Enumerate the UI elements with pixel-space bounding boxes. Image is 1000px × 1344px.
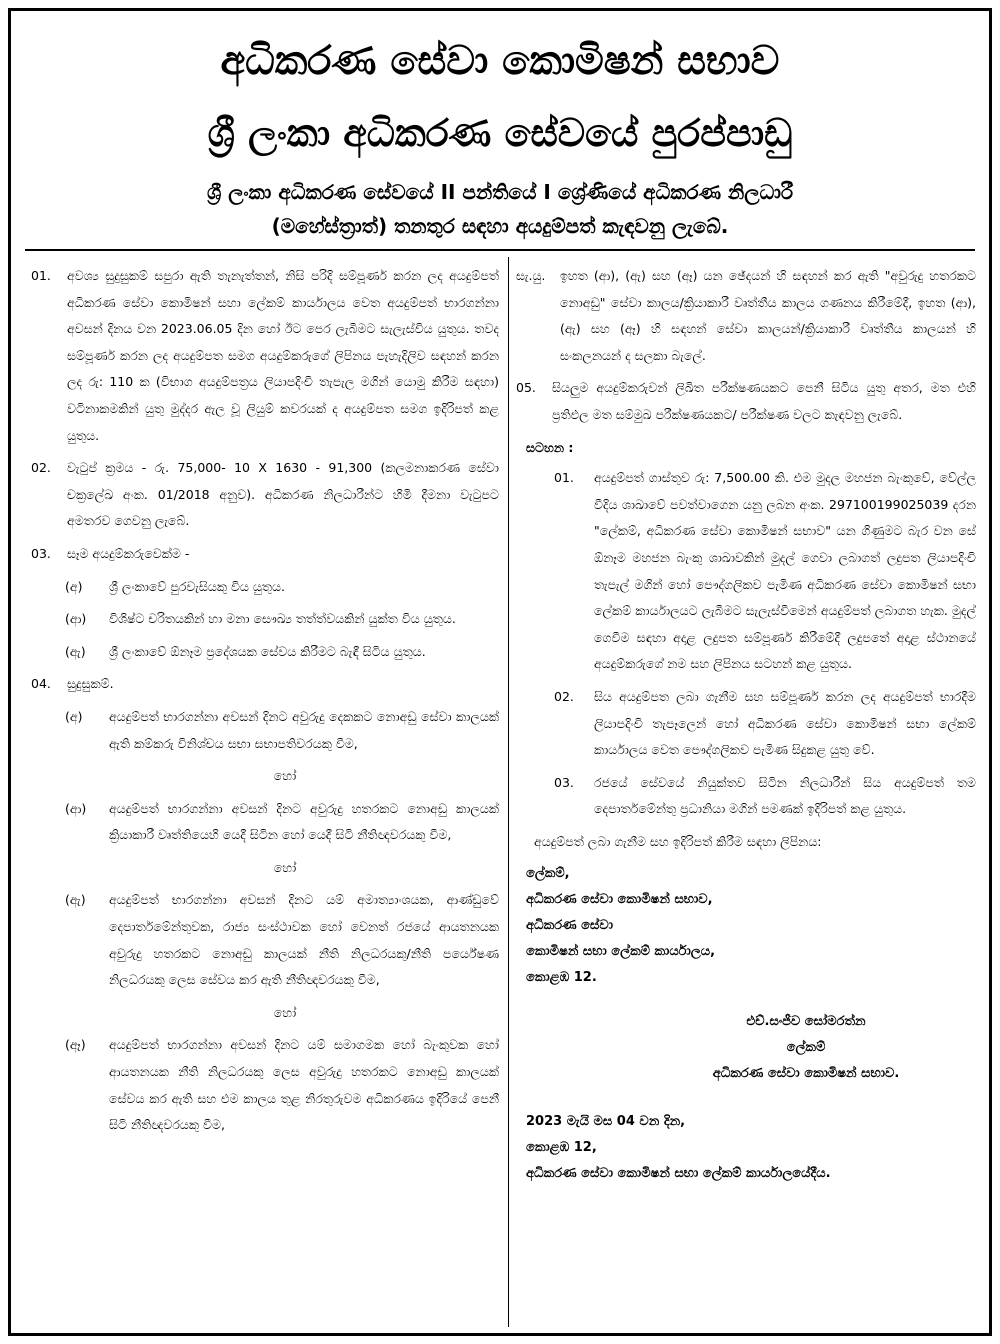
item-number: 01. [31,268,51,283]
item-number: 04. [31,676,51,692]
address-line: අධිකරණ සේවා [526,918,613,934]
signer-name: එච්.සංජීව සෝමරත්න [746,1014,866,1030]
item-04-sub-aee [31,1032,499,1138]
or-separator: හෝ [273,859,297,875]
note-su [516,263,976,369]
notes-heading: සටහන : [526,439,574,455]
item-number: 02. [31,460,51,476]
item-05 [516,375,976,428]
sub-text: ශ්‍රී ලංකාවේ ඕනෑම ප්‍රදේශයක සේවය කිරීමට බැඳී සිටිය යුතුය. [109,643,426,659]
item-03-sub-aa [31,606,499,633]
note-number: 03. [554,774,574,790]
sub-label: (අ) [65,578,83,594]
address-line: ලේකම්, [526,866,570,882]
note-number: 02. [554,688,574,704]
item-02 [31,455,499,535]
note-number: 01. [554,470,574,486]
address-line: අධිකරණ සේවා කොමිෂන් සභාව, [526,892,713,908]
item-text: සෑම අයදුම්කරුවෙක්ම - [67,545,190,561]
item-text: අවශ්‍ය සුදුසුකම් සපුරා ඇති තැනැත්තන්, නිසි පරිදි සම්පූර්ණ කරන ලද අයදුම්පත් අධිකරණ සේවා කොමිෂන් සහා ලේකම් කාර්යාලය වෙත අයදුම්පත් භාරගන්නා අවසන් දිනය වන 2023.06.05 දින හෝ ඊට පෙර ලැබීමට සැලැස්විය යුතුය. තවද සම්පූර්ණ කරන ලද අයදුම්පත සමග අයදුම්කරුගේ ලිපිනය පැහැදිලිව සඳහන් කරන ලද රු: 110 ක (විභාග අයදුම්පත්‍රය ලියාපදිංචි තැපැල මගින් යොමු කිරීම සඳහා) වටිනාකමකින් යුතු මුද්දර ඇල වූ ලියුම් කවරයක් ද අයදුම්පත සමග ඉදිරිපත් කළ යුතුය. [67,268,499,443]
sub-text: ශ්‍රී ලංකාවේ පුරවැසියකු විය යුතුය. [109,578,285,594]
sub-text: විශිෂ්ට චරිතයකින් හා මනා සෞඛ්‍ය තත්ත්වයකින් යුක්ත විය යුතුය. [109,611,456,627]
dated-line: අධිකරණ සේවා කොමිෂන් සභා ලේකම් කාර්යාලයේදීය. [526,1166,831,1182]
column-divider [508,257,509,1327]
item-04-sub-aa [31,796,499,849]
sub-label: (ආ) [65,800,87,816]
sub-text: අයදුම්පත් භාරගන්නා අවසන් දිනට අවුරුදු හතරකට නොඅඩු කාලයක් ක්‍රියාකාරී වෘත්තියෙහි යෙදී සිටින හෝ යෙදී සිටි නීතිඥවරයකු වීම, [109,800,499,843]
sub-label: (ඇ) [65,892,86,908]
left-column [31,263,499,1145]
item-04-sub-ae [31,887,499,993]
sub-label: (අ) [65,708,83,724]
sub-text: අයදුම්පත් භාරගන්නා අවසන් දිනට යම් අමාත්‍යාංශයක, ආණ්ඩුවේ දෙපාර්තමේන්තුවක, රාජ්‍ය සංස්ථාවක හෝ වෙනත් රජයේ ආයතනයක අවුරුදු හතරකට නොඅඩු කාලයක් නීති නිලධරයකු/නීති පර්යේෂණ නිලධරයකු ලෙස සේවය කර ඇති නීතිඥවරයකු වීම, [109,892,499,988]
header-divider [25,249,975,251]
sub-text: අයදුම්පත් භාරගන්නා අවසන් දිනට යම් සමාගමක හෝ බැංකුවක හෝ ආයතනයක නීති නිලධරයකු ලෙස අවුරුදු හතරකට නොඅඩු කාලයක් සේවය කර ඇති සහ එම කාලය තුළ නිරතුරුවම අධිකරණය ඉදිරියේ පෙනී සිටි නීතිඥවරයකු වීම, [109,1037,499,1133]
item-04-sub-a [31,704,499,757]
sub-label: (ඇ) [65,643,86,659]
item-text: සියලුම අයදුම්කරුවන් ලිඛිත පරීක්ෂණයකට පෙනී සිටිය යුතු අතර, මත එහි ප්‍රතිඵල මත සම්මුඛ පරීක්ෂණයකට/ පරීක්ෂණ වලට කැඳවනු ලැබේ. [552,380,976,422]
note-text: ඉහත (ආ), (ඇ) සහ (ඈ) යන ඡේදයන් හි සඳහන් කර ඇති "අවුරුදු හතරකට නොඅඩු" සේවා කාලය/ක්‍රියාකාරී වෘත්තීය කාලය ගණනය කිරීමේදී, ඉහත (ආ), (ඇ) සහ (ඈ) හි සඳහන් සේවා කාලයන්/ක්‍රියාකාරී වෘත්තීය කාලයන් හි සංකලනයන් ද සලකා බැලේ. [560,268,976,363]
item-03-sub-ae [31,639,499,666]
note-text: රජයේ සේවයේ නියුක්තව සිටින නිලධාරීන් සිය අයදුම්පත් තම දෙපාර්තමේන්තු ප්‍රධානියා මගින් පමණක් ඉදිරිපත් කළ යුතුය. [594,774,976,817]
signer-title: ලේකම් [786,1040,826,1056]
notice-frame [8,8,992,1336]
dated-line: 2023 මැයි මස 04 වන දින, [526,1114,686,1130]
title-vacancies: ශ්‍රී ලංකා අධිකරණ සේවයේ පුරප්පාඩු [207,111,793,155]
signer-block [516,1009,976,1087]
item-text: සුදුසුකම්. [67,676,114,692]
item-01 [31,263,499,449]
sub-label: (ඈ) [65,1037,86,1053]
address-line: කොළඹ 12. [526,970,597,986]
dated-line: කොළඹ 12, [526,1140,597,1156]
note-item-02 [516,684,976,764]
item-04 [31,671,499,698]
note-label: සැ.යු. [516,268,546,283]
notice-header [11,11,989,239]
sub-text: අයදුම්පත් භාරගන්නා අවසන් දිනට අවුරුදු දෙකකට නොඅඩු සේවා කාලයක් ඇති කම්කරු විනිශ්චය සභා සභාපතිවරයකු වීම, [109,708,499,751]
item-03-sub-a [31,574,499,601]
note-text: අයදුම්පත් ගාස්තුව රු: 7,500.00 කි. එම මුදල මහජන බැංකුවේ, වේල්ල වීදිය ශාඛාවේ පවත්වාගෙන යනු ලබන අංක. 297100199025039 දරන "ලේකම්, අධිකරණ සේවා කොමිෂන් සභාව" යන ගිණුමට බැර වන සේ ඕනෑම මහජන බැංකු ශාඛාවකින් මුදල් ගෙවා ලබාගත් ලදුපත ලියාපදිංචි තැපැල් මගින් හෝ පෞද්ගලිකව පැමිණ අධිකරණ සේවා කොමිෂන් සභා ලේකම් කාර්යාලයට ලැබීමට සැලැස්වීමෙන් අයදුම්පත් ලබාගත හැක. මුදල් ගෙවීම සඳහා අදාළ ලදුපත සම්පූර්ණ කිරීමේදී ලදුපතේ අදාළ ස්ථානයේ අයදුම්කරුගේ නම සහ ලිපිනය සටහන් කළ යුතුය. [594,470,976,672]
item-number: 05. [516,380,536,396]
item-03 [31,541,499,568]
note-text: සිය අයදුම්පත ලබා ගැනීම සහ සම්පූර්ණ කරන ලද අයදුම්පත් භාරදීම ලියාපදිංචි තැපෑලෙන් හෝ අධිකරණ සේවා කොමිෂන් සභා ලේකම් කාර්යාලය වෙත පෞද්ගලිකව පැමිණ සිදුකළ යුතු වේ. [594,688,976,758]
right-column [516,263,976,1187]
signer-org: අධිකරණ සේවා කොමිෂන් සභාව. [712,1066,900,1082]
or-separator: හෝ [273,768,297,784]
item-text: වැටුප් ක්‍රමය - රු. 75,000- 10 X 1630 - 91,300 (කලමනාකරණ සේවා චක්‍රලේඛ අංක. 01/2018 අනුව). අධිකරණ නිලධාරීන්ට හිමි දීමනා වැටුපට අමතරව ගෙවනු ලැබේ. [67,460,499,529]
address-intro: අයදුම්පත් ලබා ගැනීම සහ ඉදිරිපත් කිරීම සඳහා ලිපිනය: [534,833,822,849]
note-item-01 [516,465,976,678]
note-item-03 [516,770,976,823]
item-number: 03. [31,545,51,561]
address-line: කොමිෂන් සභා ලේකම් කාර්යාලය, [526,944,716,960]
subtitle-line-1: ශ්‍රී ලංකා අධිකරණ සේවයේ II පන්තියේ I ශ්‍රේණියේ අධිකරණ නිලධාරී [206,180,794,204]
address-block [516,861,976,991]
subtitle-line-2: (මහේස්ත්‍රාත්) තනතුර සඳහා අයදුම්පත් කැඳවනු ලැබේ. [271,214,729,238]
title-commission: අධිකරණ සේවා කොමිෂන් සභාව [220,38,780,84]
or-separator: හෝ [273,1004,297,1020]
dated-block [516,1109,976,1187]
sub-label: (ආ) [65,611,87,627]
